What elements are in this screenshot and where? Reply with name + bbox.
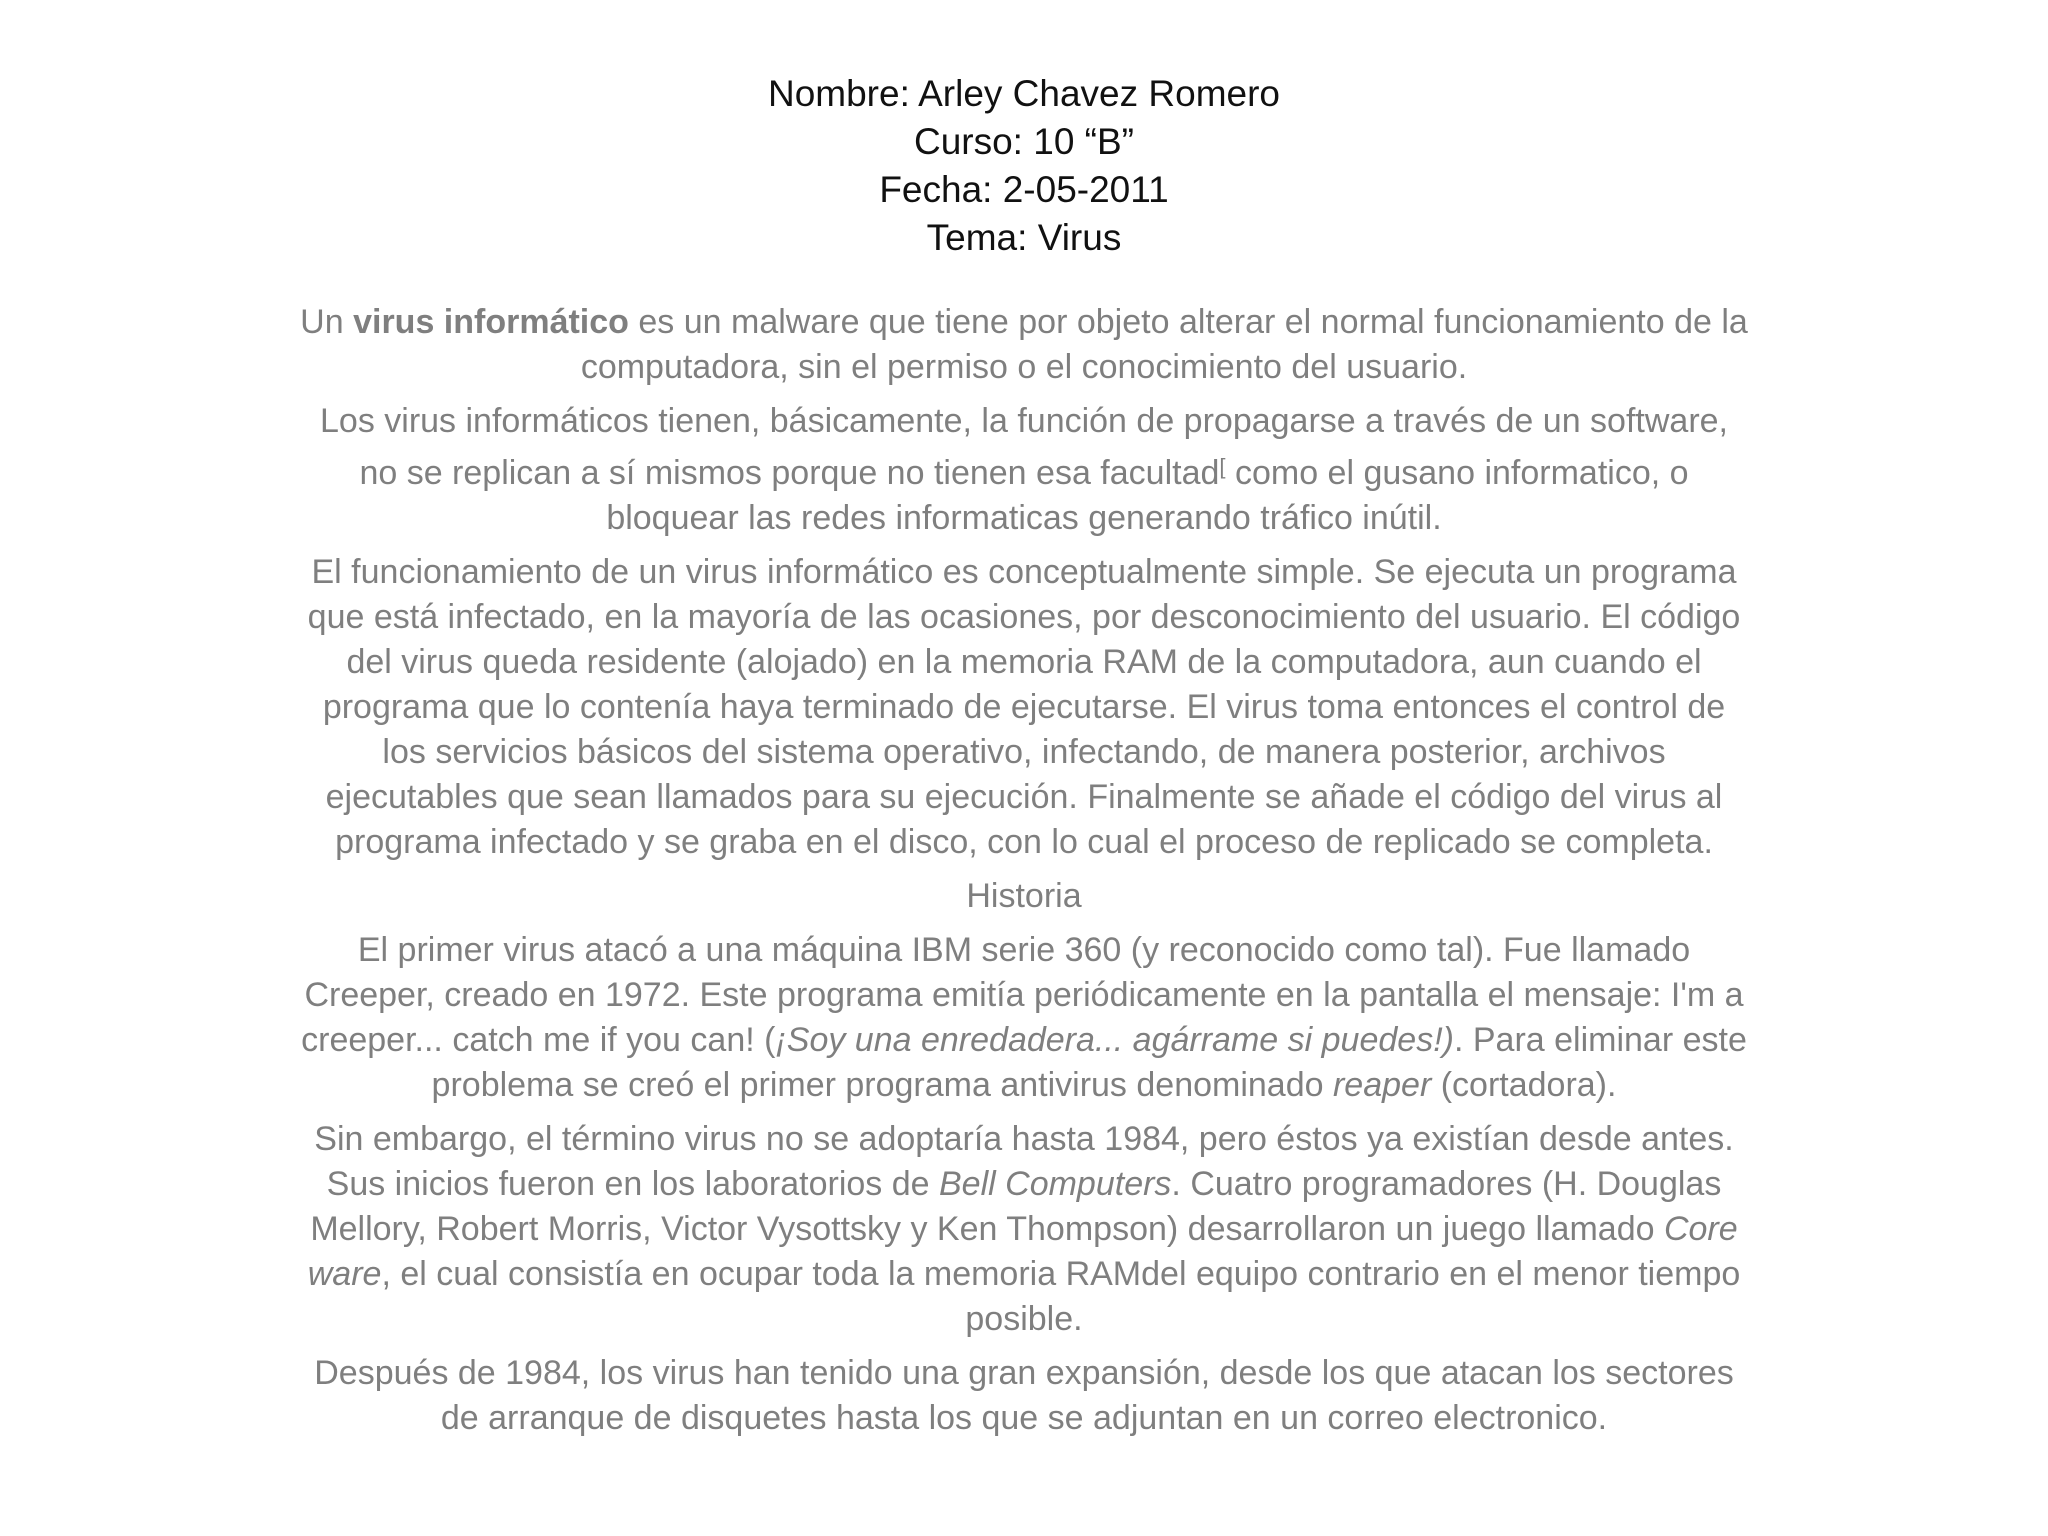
text-run: . Para eliminar este problema se creó el primer programa antivirus denominado: [431, 1021, 1747, 1104]
topic: Tema: Virus: [926, 217, 1122, 258]
italic-run: Bell Computers: [939, 1165, 1172, 1203]
text-run: Sin embargo, el término virus no se adoptaría hasta 1984, pero éstos ya existían desde antes. Sus inicios fueron en los laboratorios de: [314, 1120, 1734, 1203]
italic-run: Core ware: [307, 1210, 1738, 1293]
student-name: Nombre: Arley Chavez Romero: [767, 73, 1281, 114]
document-body: [300, 300, 1748, 1450]
section-heading-historia: Historia: [966, 877, 1082, 915]
paragraph-history-bell: [300, 1117, 1748, 1342]
paragraph-history-creeper: [300, 928, 1748, 1108]
paragraph-definition: [300, 300, 1748, 390]
italic-run: ¡Soy una enredadera... agárrame si puedes!): [775, 1021, 1454, 1059]
text-run: como el gusano informatico, o bloquear las redes informaticas generando tráfico inútil.: [606, 454, 1689, 537]
text-run: . Cuatro programadores (H. Douglas Mellory, Robert Morris, Victor Vysottsky y Ken Thompson) desarrollaron un juego llamado: [310, 1165, 1722, 1248]
text-run: , el cual consistía en ocupar toda la memoria RAMdel equipo contrario en el menor tiempo posible.: [381, 1255, 1741, 1338]
paragraph-operation: El funcionamiento de un virus informático es conceptualmente simple. Se ejecuta un programa que está infectado, en la mayoría de las ocasiones, por desconocimiento del usuario. El código del virus queda residente (alojado) en la memoria RAM de la computadora, aun cuando el programa que lo contenía haya terminado de ejecutarse. El virus toma entonces el control de los servicios básicos del sistema operativo, infectando, de manera posterior, archivos ejecutables que sean llamados para su ejecución. Finalmente se añade el código del virus al programa infectado y se graba en el disco, con lo cual el proceso de replicado se completa.: [307, 553, 1741, 861]
text-run: Un: [300, 303, 354, 341]
text-run: Los virus informáticos tienen, básicamente, la función de propagarse a través de un software, no se replican a sí mismos porque no tienen esa facultad: [320, 402, 1728, 492]
bold-term: virus informático: [353, 303, 629, 341]
paragraph-function: [300, 399, 1748, 541]
reference-mark: [: [1219, 454, 1226, 479]
text-run: (cortadora).: [1431, 1066, 1617, 1104]
course: Curso: 10 “B”: [913, 121, 1134, 162]
paragraph-expansion: Después de 1984, los virus han tenido una gran expansión, desde los que atacan los sectores de arranque de disquetes hasta los que se adjuntan en un correo electronico.: [314, 1354, 1734, 1437]
text-run: El primer virus atacó a una máquina IBM serie 360 (y reconocido como tal). Fue llamado Creeper, creado en 1972. Este programa emitía periódicamente en la pantalla el mensaje: I'm a creeper... catch me if you can! (: [301, 931, 1744, 1059]
student-header: [0, 70, 2048, 262]
text-run: es un malware que tiene por objeto alterar el normal funcionamiento de la computadora, sin el permiso o el conocimiento del usuario.: [580, 303, 1748, 386]
date: Fecha: 2-05-2011: [879, 169, 1169, 210]
italic-run: reaper: [1332, 1066, 1432, 1104]
